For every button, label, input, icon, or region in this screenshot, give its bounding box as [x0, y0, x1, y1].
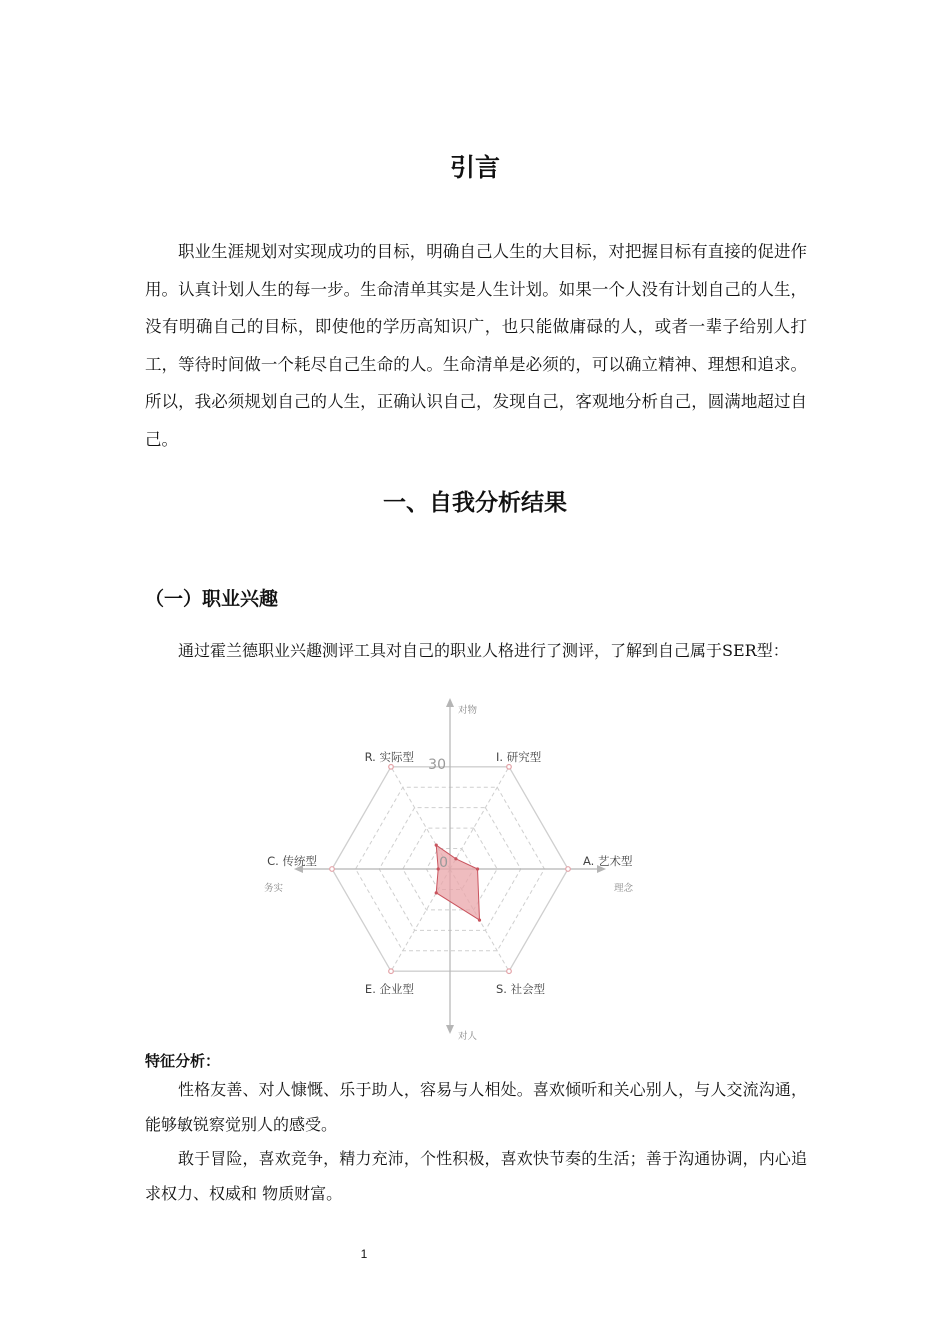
radar-data-point: [435, 844, 438, 847]
radar-vertex-dot: [330, 867, 335, 872]
radar-vertex-dot: [507, 969, 512, 974]
radar-vertex-dot: [389, 969, 394, 974]
arrow-up-icon: [446, 698, 454, 707]
radar-data-point: [454, 857, 457, 860]
section-title: 一、自我分析结果: [383, 490, 567, 516]
radar-vertex-dot: [507, 765, 512, 770]
radar-chart-svg: [250, 692, 650, 1047]
tick-label-min: 0: [439, 855, 448, 871]
radar-category-label: E. 企业型: [364, 982, 414, 996]
radar-category-label: R. 实际型: [364, 750, 414, 764]
radar-category-label: S. 社会型: [496, 982, 546, 996]
radar-vertex-dot: [566, 867, 571, 872]
feature-heading: 特征分析：: [145, 1052, 221, 1070]
arrow-down-icon: [446, 1025, 454, 1034]
axis-label-top: 对物: [458, 705, 478, 716]
holland-radar-chart: [250, 692, 650, 1047]
intro-paragraph: 职业生涯规划对实现成功的目标，明确自己人生的大目标，对把握目标有直接的促进作用。认真计划人生的每一步。生命清单其实是人生计划。如果一个人没有计划自己的人生，没有明确自己的目标，即使他的学历高知识广，也只能做庸碌的人，或者一辈子给别人打工，等待时间做一个耗尽自己生命的人。生命清单是必须的，可以确立精神、理想和追求。所以，我必须规划自己的人生，正确认识自己，发现自己，客观地分析自己，圆满地超过自己。: [145, 242, 807, 449]
axis-label-right: 理念: [614, 883, 634, 894]
axis-label-bottom: 对人: [458, 1031, 478, 1042]
page-title: 引言: [449, 153, 500, 182]
radar-data-point: [478, 918, 481, 921]
radar-data-point: [435, 891, 438, 894]
radar-spoke: [450, 767, 509, 869]
axis-label-left: 务实: [264, 883, 284, 894]
test-intro-paragraph: 通过霍兰德职业兴趣测评工具对自己的职业人格进行了测评，了解到自己属于SER型：: [178, 641, 789, 660]
tick-label-max: 30: [428, 757, 446, 773]
feature-paragraph: 敢于冒险，喜欢竞争，精力充沛，个性积极，喜欢快节奏的生活；善于沟通协调，内心追求权力、权威和 物质财富。: [145, 1149, 807, 1203]
radar-category-label: I. 研究型: [496, 750, 542, 764]
radar-category-label: A. 艺术型: [583, 854, 633, 868]
subsection-title: （一）职业兴趣: [145, 588, 279, 610]
radar-data-point: [476, 867, 479, 870]
page-number: 1: [360, 1247, 368, 1261]
radar-vertex-dot: [389, 765, 394, 770]
radar-category-label: C. 传统型: [267, 854, 317, 868]
feature-paragraph: 性格友善、对人慷慨、乐于助人，容易与人相处。喜欢倾听和关心别人，与人交流沟通，能够敏锐察觉别人的感受。: [145, 1080, 807, 1134]
